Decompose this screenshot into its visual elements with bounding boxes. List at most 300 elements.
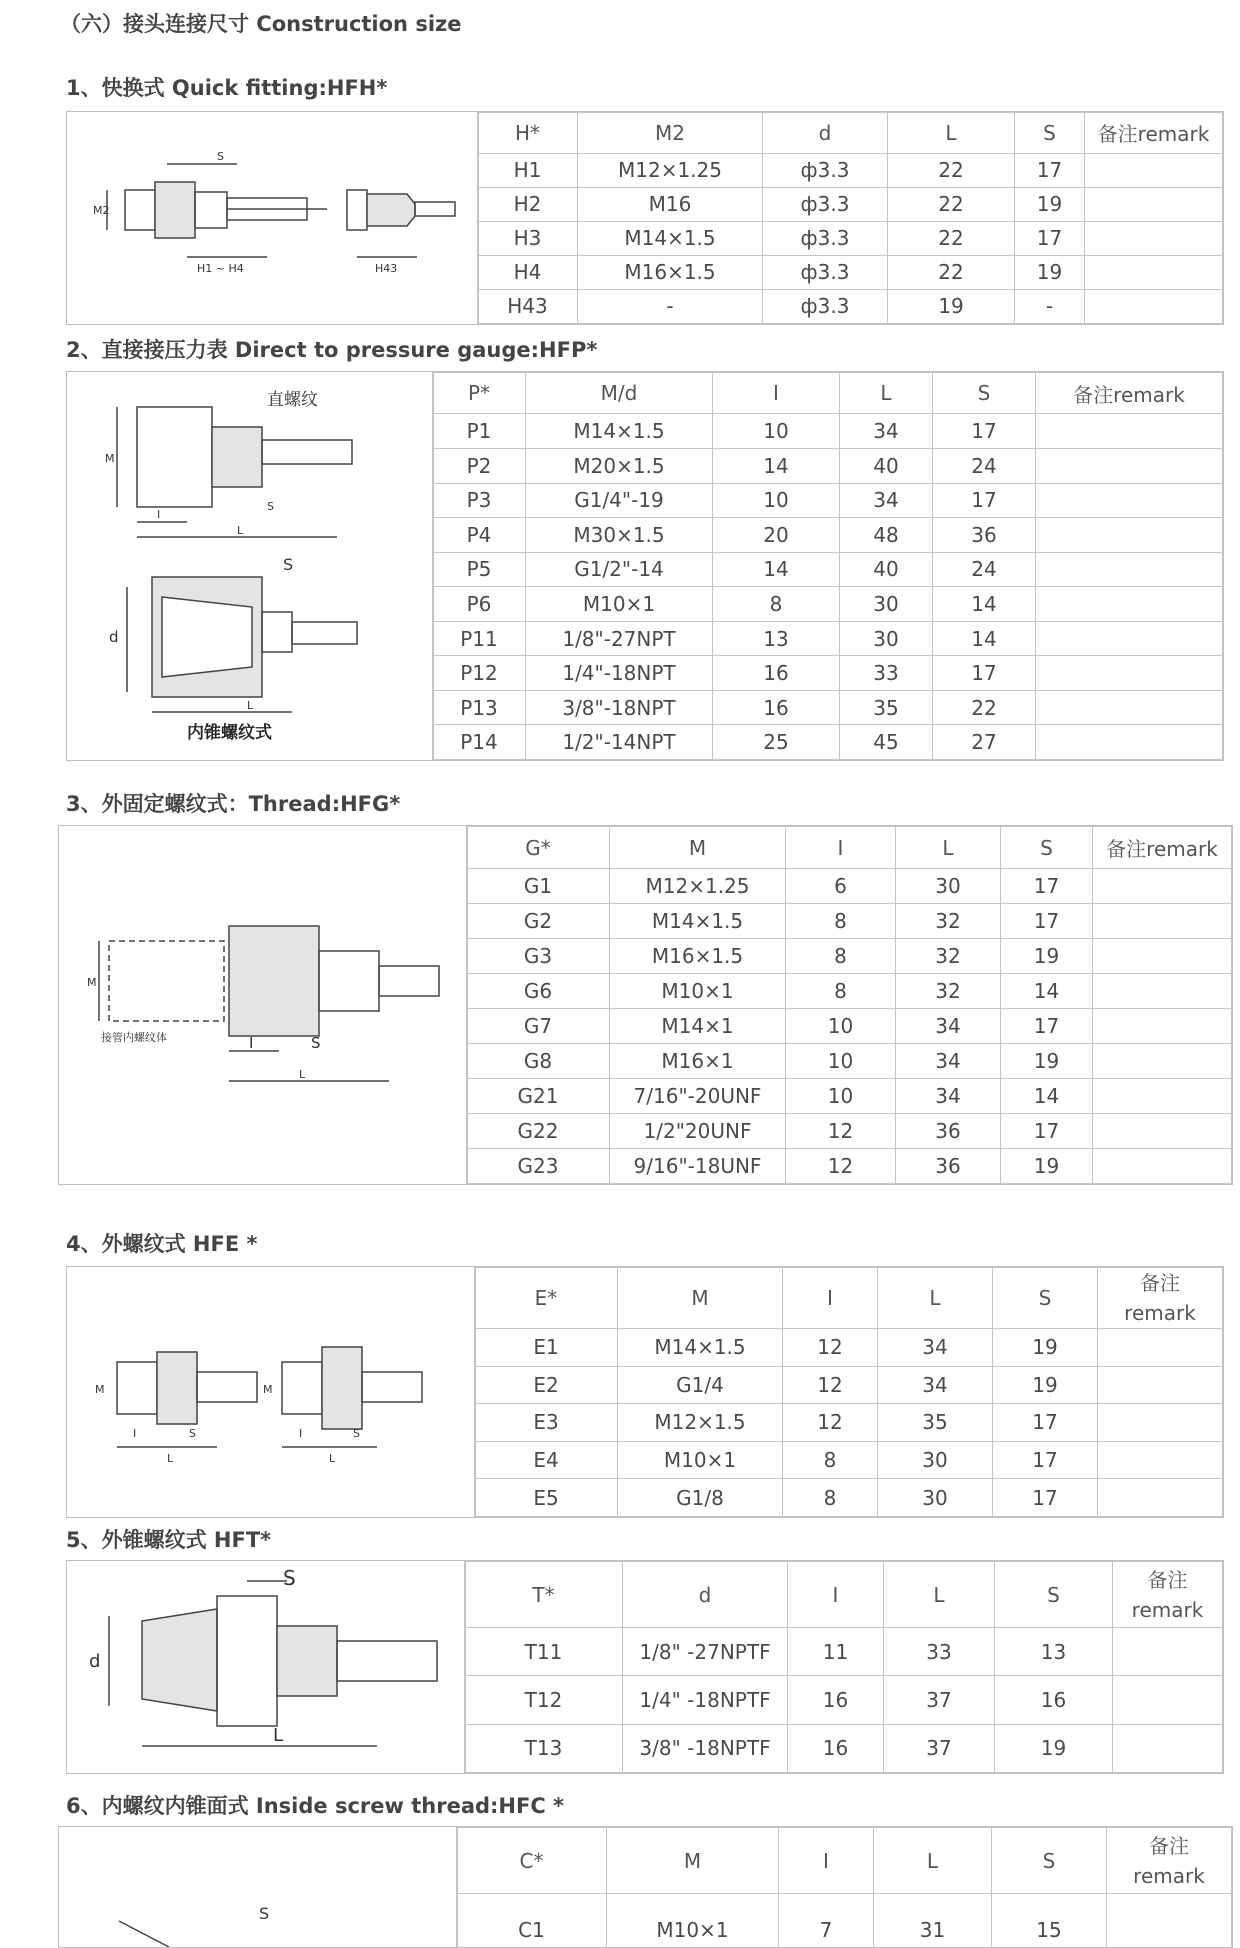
- table-cell: [1036, 725, 1223, 760]
- table-row: [475, 1441, 1223, 1479]
- table-cell: M12×1.25: [578, 153, 763, 187]
- table-cell: 1/2"-14NPT: [526, 725, 713, 760]
- table-cell: G23: [467, 1149, 610, 1184]
- table-cell: H3: [478, 221, 578, 255]
- section-external-thread: [66, 1266, 1224, 1518]
- table-cell: 36: [896, 1114, 1001, 1149]
- table-cell: M10×1: [526, 587, 713, 622]
- table-cell: 34: [878, 1366, 993, 1404]
- label-L-1: L: [167, 1452, 174, 1465]
- column-header: S: [1001, 827, 1093, 869]
- section-pressure-gauge: [66, 371, 1224, 761]
- table-cell: E2: [475, 1366, 618, 1404]
- table-cell: [1085, 289, 1223, 323]
- label-S: S: [283, 1566, 296, 1590]
- table-cell: 31: [874, 1894, 992, 1948]
- column-header: M2: [578, 113, 763, 154]
- column-header: 备注remark: [1093, 827, 1232, 869]
- table-cell: 27: [933, 725, 1036, 760]
- table-cell: 17: [1015, 221, 1085, 255]
- table-cell: 17: [993, 1479, 1098, 1517]
- table-cell: P14: [433, 725, 526, 760]
- table-cell: 10: [713, 414, 840, 449]
- section-title-thread: 3、外固定螺纹式：Thread:HFG*: [66, 788, 400, 818]
- table-row: [467, 904, 1232, 939]
- table-cell: G1: [467, 869, 610, 904]
- table-cell: M14×1.5: [618, 1329, 783, 1367]
- table-row: [467, 869, 1232, 904]
- table-cell: [1036, 587, 1223, 622]
- table-cell: 1/8" -27NPTF: [623, 1628, 788, 1676]
- table-cell: 33: [840, 656, 933, 691]
- table-cell: 3/8" -18NPTF: [623, 1724, 788, 1772]
- table-cell: [1093, 1044, 1232, 1079]
- table-cell: 30: [878, 1479, 993, 1517]
- table-cell: 24: [933, 449, 1036, 484]
- table-cell: 17: [1001, 1114, 1093, 1149]
- table-cell: 22: [888, 221, 1015, 255]
- table-cell: 14: [933, 587, 1036, 622]
- table-row: [467, 1044, 1232, 1079]
- table-cell: 13: [713, 621, 840, 656]
- label-h1-h4: H1 ~ H4: [197, 262, 244, 275]
- label-L-2: L: [329, 1452, 336, 1465]
- column-header: S: [993, 1268, 1098, 1329]
- table-cell: H1: [478, 153, 578, 187]
- table-cell: 9/16"-18UNF: [610, 1149, 786, 1184]
- table-row: [475, 1366, 1223, 1404]
- table-cell: 1/4"-18NPT: [526, 656, 713, 691]
- label-L: L: [237, 524, 244, 537]
- table-cell: 33: [884, 1628, 995, 1676]
- table-cell: 17: [933, 414, 1036, 449]
- table-row: [475, 1329, 1223, 1367]
- table-cell: G21: [467, 1079, 610, 1114]
- label-S-bottom: S: [283, 555, 293, 574]
- table-cell: 17: [1001, 869, 1093, 904]
- section-title-pressure-gauge: 2、直接接压力表 Direct to pressure gauge:HFP*: [66, 334, 597, 364]
- table-cell: P12: [433, 656, 526, 691]
- table-cell: M14×1.5: [578, 221, 763, 255]
- table-cell: 35: [840, 690, 933, 725]
- table-cell: [1093, 939, 1232, 974]
- table-cell: [1098, 1404, 1223, 1442]
- table-cell: 37: [884, 1724, 995, 1772]
- table-cell: 30: [896, 869, 1001, 904]
- table-cell: 24: [933, 552, 1036, 587]
- table-cell: 17: [1001, 1009, 1093, 1044]
- label-I-2: I: [299, 1427, 302, 1440]
- label-M-1: M: [95, 1383, 105, 1396]
- column-header: 备注remark: [1036, 373, 1223, 414]
- table-cell: 1/8"-27NPT: [526, 621, 713, 656]
- table-row: [478, 153, 1223, 187]
- column-header: S: [995, 1562, 1113, 1628]
- table-cell: 22: [888, 187, 1015, 221]
- table-cell: H4: [478, 255, 578, 289]
- table-cell: 19: [1001, 1149, 1093, 1184]
- table-cell: P13: [433, 690, 526, 725]
- table-row: [475, 1479, 1223, 1517]
- table-cell: E4: [475, 1441, 618, 1479]
- table-cell: ф3.3: [763, 153, 888, 187]
- table-cell: P3: [433, 483, 526, 518]
- table-cell: M14×1: [610, 1009, 786, 1044]
- table-cell: 19: [993, 1366, 1098, 1404]
- table-cell: M10×1: [618, 1441, 783, 1479]
- table-cell: 34: [896, 1009, 1001, 1044]
- table-cell: 37: [884, 1676, 995, 1724]
- table-row: [457, 1894, 1232, 1948]
- table-cell: 14: [1001, 1079, 1093, 1114]
- column-header: M: [618, 1268, 783, 1329]
- table-cell: 17: [933, 483, 1036, 518]
- table-cell: 12: [786, 1114, 896, 1149]
- table-cell: 45: [840, 725, 933, 760]
- section-title-external-taper: 5、外锥螺纹式 HFT*: [66, 1524, 271, 1554]
- table-cell: 11: [788, 1628, 884, 1676]
- table-cell: 8: [713, 587, 840, 622]
- table-quick-fitting: [477, 112, 1223, 324]
- table-cell: G1/4: [618, 1366, 783, 1404]
- drawing-external-thread: [67, 1267, 476, 1517]
- table-cell: 12: [783, 1366, 878, 1404]
- column-header: d: [623, 1562, 788, 1628]
- table-row: [475, 1404, 1223, 1442]
- table-cell: [1098, 1366, 1223, 1404]
- inside-screw-diagram: [59, 1827, 457, 1947]
- table-cell: M16: [578, 187, 763, 221]
- table-cell: [1098, 1479, 1223, 1517]
- table-row: [467, 939, 1232, 974]
- label-I: I: [249, 1034, 253, 1052]
- table-cell: P4: [433, 518, 526, 553]
- table-cell: [1113, 1724, 1223, 1772]
- table-cell: [1085, 221, 1223, 255]
- table-cell: P2: [433, 449, 526, 484]
- label-L: L: [299, 1068, 306, 1081]
- label-I-1: I: [133, 1427, 136, 1440]
- table-cell: 12: [786, 1149, 896, 1184]
- table-row: [433, 587, 1223, 622]
- drawing-pressure-gauge: [67, 372, 434, 760]
- table-cell: 25: [713, 725, 840, 760]
- table-cell: 34: [896, 1044, 1001, 1079]
- table-cell: 22: [888, 255, 1015, 289]
- table-cell: 20: [713, 518, 840, 553]
- column-header: M/d: [526, 373, 713, 414]
- column-header: 备注 remark: [1113, 1562, 1223, 1628]
- table-cell: 14: [713, 552, 840, 587]
- table-cell: 16: [713, 690, 840, 725]
- label-S: S: [259, 1904, 269, 1923]
- table-cell: [1036, 552, 1223, 587]
- table-cell: G1/8: [618, 1479, 783, 1517]
- column-header: 备注 remark: [1107, 1828, 1232, 1894]
- label-S-top: S: [267, 500, 274, 513]
- table-cell: C1: [457, 1894, 607, 1948]
- table-cell: P5: [433, 552, 526, 587]
- table-cell: 15: [992, 1894, 1107, 1948]
- section-quick-fitting: [66, 111, 1224, 325]
- table-cell: 22: [888, 153, 1015, 187]
- table-cell: [1093, 1079, 1232, 1114]
- table-cell: 34: [878, 1329, 993, 1367]
- table-cell: 34: [896, 1079, 1001, 1114]
- column-header: L: [878, 1268, 993, 1329]
- quick-fitting-diagram: [67, 112, 478, 324]
- table-cell: 40: [840, 449, 933, 484]
- label-M-2: M: [263, 1383, 273, 1396]
- table-cell: -: [578, 289, 763, 323]
- label-I: I: [157, 508, 160, 521]
- table-cell: M30×1.5: [526, 518, 713, 553]
- column-header: L: [896, 827, 1001, 869]
- table-cell: 7: [779, 1894, 874, 1948]
- table-cell: 8: [783, 1441, 878, 1479]
- table-row: [465, 1676, 1223, 1724]
- column-header: S: [933, 373, 1036, 414]
- table-row: [478, 255, 1223, 289]
- table-cell: 19: [1001, 939, 1093, 974]
- table-cell: 8: [786, 904, 896, 939]
- table-cell: 36: [933, 518, 1036, 553]
- label-d: d: [89, 1651, 100, 1672]
- table-inside-screw: [456, 1827, 1232, 1948]
- table-cell: 19: [888, 289, 1015, 323]
- table-cell: [1085, 187, 1223, 221]
- table-cell: 40: [840, 552, 933, 587]
- table-row: [467, 974, 1232, 1009]
- table-cell: ф3.3: [763, 255, 888, 289]
- table-header-row: [465, 1562, 1223, 1628]
- section-external-taper: [66, 1560, 1224, 1774]
- table-external-thread: [474, 1267, 1223, 1517]
- table-cell: 30: [840, 621, 933, 656]
- table-row: [433, 518, 1223, 553]
- table-cell: G2: [467, 904, 610, 939]
- table-row: [433, 725, 1223, 760]
- table-cell: ф3.3: [763, 289, 888, 323]
- column-header: G*: [467, 827, 610, 869]
- table-cell: 8: [786, 939, 896, 974]
- table-row: [467, 1079, 1232, 1114]
- table-cell: [1098, 1329, 1223, 1367]
- table-cell: 17: [993, 1441, 1098, 1479]
- table-cell: G8: [467, 1044, 610, 1079]
- label-S-1: S: [189, 1427, 196, 1440]
- label-female-body: 接管内螺纹体: [101, 1030, 167, 1044]
- table-cell: [1036, 449, 1223, 484]
- table-cell: 17: [1001, 904, 1093, 939]
- table-pressure-gauge: [432, 372, 1223, 760]
- table-cell: 17: [1015, 153, 1085, 187]
- table-cell: [1093, 1114, 1232, 1149]
- table-cell: P6: [433, 587, 526, 622]
- table-row: [433, 552, 1223, 587]
- column-header: S: [1015, 113, 1085, 154]
- table-cell: 10: [786, 1079, 896, 1114]
- table-header-row: [433, 373, 1223, 414]
- table-cell: 10: [786, 1009, 896, 1044]
- table-cell: M16×1: [610, 1044, 786, 1079]
- table-cell: 14: [713, 449, 840, 484]
- column-header: H*: [478, 113, 578, 154]
- table-cell: 14: [933, 621, 1036, 656]
- table-cell: 32: [896, 939, 1001, 974]
- column-header: P*: [433, 373, 526, 414]
- table-row: [433, 483, 1223, 518]
- table-cell: 8: [783, 1479, 878, 1517]
- table-cell: 48: [840, 518, 933, 553]
- table-cell: G3: [467, 939, 610, 974]
- column-header: L: [888, 113, 1015, 154]
- table-cell: 12: [783, 1329, 878, 1367]
- drawing-external-taper: [67, 1561, 466, 1773]
- table-row: [465, 1628, 1223, 1676]
- table-cell: M16×1.5: [578, 255, 763, 289]
- label-d: d: [109, 628, 119, 646]
- table-cell: [1093, 974, 1232, 1009]
- table-row: [433, 656, 1223, 691]
- page-title: （六）接头连接尺寸 Construction size: [60, 8, 461, 38]
- table-cell: H43: [478, 289, 578, 323]
- table-cell: 32: [896, 974, 1001, 1009]
- column-header: L: [840, 373, 933, 414]
- thread-diagram: [59, 826, 467, 1184]
- table-cell: 30: [840, 587, 933, 622]
- label-S: S: [217, 150, 224, 163]
- caption-inner-taper: 内锥螺纹式: [187, 722, 272, 743]
- table-cell: 19: [995, 1724, 1113, 1772]
- section-title-external-thread: 4、外螺纹式 HFE *: [66, 1228, 257, 1258]
- table-cell: [1036, 690, 1223, 725]
- table-cell: M12×1.25: [610, 869, 786, 904]
- table-cell: M14×1.5: [526, 414, 713, 449]
- table-cell: 36: [896, 1149, 1001, 1184]
- table-row: [478, 187, 1223, 221]
- drawing-quick-fitting: [67, 112, 479, 324]
- column-header: T*: [465, 1562, 623, 1628]
- column-header: L: [874, 1828, 992, 1894]
- table-external-taper: [464, 1561, 1223, 1773]
- table-cell: G22: [467, 1114, 610, 1149]
- table-cell: 8: [786, 974, 896, 1009]
- table-cell: 22: [933, 690, 1036, 725]
- table-cell: T12: [465, 1676, 623, 1724]
- table-cell: [1085, 255, 1223, 289]
- table-row: [467, 1114, 1232, 1149]
- table-cell: G7: [467, 1009, 610, 1044]
- column-header: 备注remark: [1085, 113, 1223, 154]
- table-row: [467, 1009, 1232, 1044]
- column-header: I: [783, 1268, 878, 1329]
- column-header: I: [788, 1562, 884, 1628]
- table-cell: E1: [475, 1329, 618, 1367]
- label-S: S: [311, 1034, 321, 1052]
- table-cell: 16: [713, 656, 840, 691]
- column-header: S: [992, 1828, 1107, 1894]
- table-thread: [466, 826, 1232, 1184]
- column-header: M: [610, 827, 786, 869]
- table-cell: [1093, 869, 1232, 904]
- table-cell: 17: [993, 1404, 1098, 1442]
- table-row: [478, 221, 1223, 255]
- table-cell: 34: [840, 414, 933, 449]
- label-straight-thread: 直螺纹: [267, 390, 318, 410]
- pressure-gauge-diagram: [67, 372, 433, 760]
- table-cell: 14: [1001, 974, 1093, 1009]
- table-cell: H2: [478, 187, 578, 221]
- external-taper-diagram: [67, 1561, 465, 1773]
- table-header-row: [457, 1828, 1232, 1894]
- table-row: [433, 690, 1223, 725]
- table-cell: 1/4" -18NPTF: [623, 1676, 788, 1724]
- table-cell: G1/4"-19: [526, 483, 713, 518]
- label-L: L: [273, 1725, 283, 1746]
- table-cell: 10: [713, 483, 840, 518]
- table-row: [478, 289, 1223, 323]
- table-cell: 30: [878, 1441, 993, 1479]
- column-header: C*: [457, 1828, 607, 1894]
- table-row: [465, 1724, 1223, 1772]
- table-cell: [1093, 1149, 1232, 1184]
- table-cell: [1085, 153, 1223, 187]
- table-cell: 1/2"20UNF: [610, 1114, 786, 1149]
- table-cell: 34: [840, 483, 933, 518]
- table-header-row: [478, 113, 1223, 154]
- table-cell: P11: [433, 621, 526, 656]
- table-header-row: [475, 1268, 1223, 1329]
- table-cell: M10×1: [607, 1894, 779, 1948]
- table-cell: [1093, 904, 1232, 939]
- label-L-bottom: L: [247, 699, 254, 712]
- table-row: [433, 449, 1223, 484]
- table-cell: T11: [465, 1628, 623, 1676]
- table-cell: 16: [788, 1724, 884, 1772]
- label-S-2: S: [353, 1427, 360, 1440]
- drawing-thread: [59, 826, 468, 1184]
- column-header: d: [763, 113, 888, 154]
- table-cell: M20×1.5: [526, 449, 713, 484]
- table-cell: 19: [1015, 255, 1085, 289]
- table-cell: M10×1: [610, 974, 786, 1009]
- column-header: I: [786, 827, 896, 869]
- section-inside-screw: [58, 1826, 1233, 1948]
- table-cell: G6: [467, 974, 610, 1009]
- table-cell: [1113, 1676, 1223, 1724]
- table-cell: 7/16"-20UNF: [610, 1079, 786, 1114]
- table-cell: [1093, 1009, 1232, 1044]
- table-cell: ф3.3: [763, 221, 888, 255]
- label-M2: M2: [93, 204, 110, 217]
- table-cell: M16×1.5: [610, 939, 786, 974]
- drawing-inside-screw: [59, 1827, 458, 1947]
- table-cell: M12×1.5: [618, 1404, 783, 1442]
- table-row: [433, 621, 1223, 656]
- table-cell: [1098, 1441, 1223, 1479]
- table-cell: E3: [475, 1404, 618, 1442]
- table-cell: 19: [1015, 187, 1085, 221]
- table-cell: 16: [788, 1676, 884, 1724]
- column-header: M: [607, 1828, 779, 1894]
- table-cell: 17: [933, 656, 1036, 691]
- label-M: M: [105, 452, 115, 465]
- column-header: I: [713, 373, 840, 414]
- table-cell: 19: [993, 1329, 1098, 1367]
- table-cell: [1036, 656, 1223, 691]
- table-cell: G1/2"-14: [526, 552, 713, 587]
